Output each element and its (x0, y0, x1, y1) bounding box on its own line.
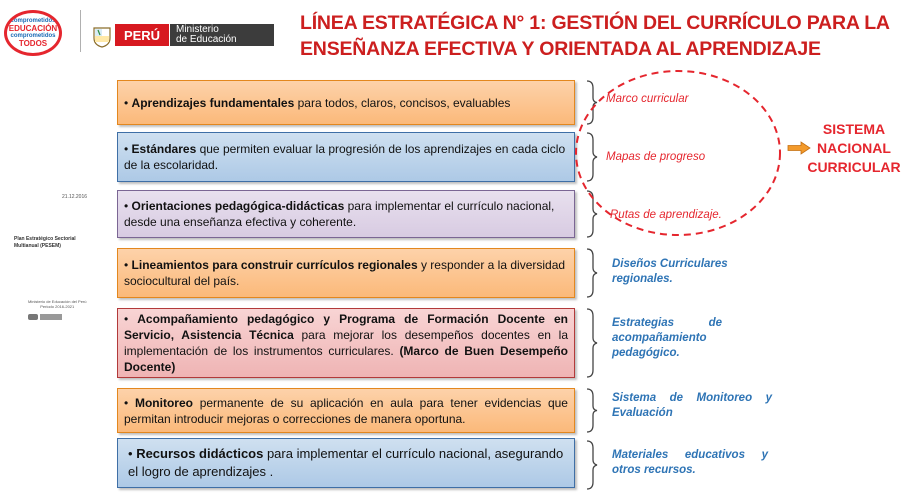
logo-divider (80, 10, 81, 52)
strategy-keyword: Aprendizajes fundamentales (131, 95, 295, 110)
ministerio-line-2: de Educación (176, 34, 237, 45)
strategy-keyword: Estándares (131, 142, 197, 156)
bullet: • (128, 446, 133, 461)
label-sistema-monitoreo: Sistema de Monitoreo y Evaluación (612, 392, 772, 419)
coat-of-arms-icon (92, 26, 112, 48)
pesem-document-thumbnail (4, 194, 109, 349)
document-title (14, 236, 76, 250)
strategy-keyword: Recursos didácticos (136, 446, 264, 461)
label-disenos-curriculares: Diseños Curriculares regionales. (612, 258, 728, 285)
peru-brand: PERÚ (115, 24, 169, 46)
label-rutas-aprendizaje: Rutas de aprendizaje. (610, 209, 722, 221)
strategy-description: para implementar el currículo nacional, asegurando el logro de aprendizajes . (128, 446, 564, 479)
document-logo-mark (28, 314, 38, 320)
strategy-keyword: Acompañamiento pedagógico y Programa de Formación Docente en Servicio, Asistencia Técnica (124, 312, 568, 342)
strategy-text (124, 198, 568, 230)
strategy-text (124, 257, 568, 289)
bullet: • (124, 95, 129, 110)
strategy-box-estandares (117, 132, 575, 182)
logo-text-2: EDUCACIÓN (8, 24, 58, 33)
label-marco-curricular: Marco curricular (606, 93, 689, 105)
document-footer-line-1: Ministerio de Educación del Perú (28, 299, 87, 304)
brace-icon (585, 440, 599, 490)
bullet: • (124, 199, 129, 213)
strategy-box-lineamientos (117, 248, 575, 298)
logo-text-4: TODOS (18, 39, 48, 48)
strategy-keyword-2: (Marco de Buen Desempeño Docente) (124, 344, 568, 374)
label-materiales-educativos: Materiales educativos y otros recursos. (612, 449, 768, 476)
strategy-box-acompanamiento (117, 308, 575, 378)
ministerio-brand (170, 24, 274, 46)
strategy-box-aprendizajes (117, 80, 575, 125)
document-date: 21.12.2016 (62, 194, 88, 200)
strategy-box-orientaciones (117, 190, 575, 238)
label-mapas-progreso: Mapas de progreso (606, 151, 706, 163)
label-estrategias-acompanamiento: Estrategias de acompañamiento pedagógico. (612, 317, 722, 359)
bullet: • (124, 258, 129, 272)
page-title: LÍNEA ESTRATÉGICA N° 1: GESTIÓN DEL CURRÍCULO PARA LA ENSEÑANZA EFECTIVA Y ORIENTADA AL APRENDIZAJE (300, 12, 890, 60)
strategy-description: para todos, claros, concisos, evaluables (294, 95, 511, 110)
ministerio-line-1: Ministerio (176, 24, 219, 35)
campaign-logo (4, 10, 62, 56)
document-title-line-1: Plan Estratégico Sectorial (14, 236, 76, 242)
logo-text-1: comprometidos (10, 18, 56, 24)
bullet: • (124, 312, 129, 326)
sistema-nacional-curricular: SISTEMA NACIONAL CURRICULAR (807, 121, 901, 175)
strategy-box-monitoreo (117, 388, 575, 433)
strategy-text (124, 311, 568, 375)
strategy-description: que permiten evaluar la progresión de los aprendizajes en cada ciclo de la escolaridad. (124, 142, 566, 172)
strategy-text (124, 95, 568, 111)
document-footer-line-2: Periodo 2016-2021 (40, 304, 75, 309)
strategy-keyword: Monitoreo (134, 395, 193, 410)
strategy-description: permanente de su aplicación en aula para tener evidencias que permitan introducir mejoras o correcciones de manera oportuna. (124, 395, 568, 426)
strategy-text (128, 445, 568, 481)
strategy-keyword: Lineamientos para construir currículos regionales (131, 258, 418, 272)
brace-icon (585, 248, 599, 298)
brace-icon (585, 308, 599, 378)
logo-text-3: comprometidos (10, 33, 56, 39)
document-title-line-2: Multianual (PESEM) (14, 243, 61, 249)
brace-icon (585, 388, 599, 433)
strategy-box-recursos (117, 438, 575, 488)
strategy-description: y responder a la diversidad sociocultural del país. (124, 258, 566, 288)
strategy-keyword: Orientaciones pedagógica-didácticas (131, 199, 345, 213)
strategy-text (124, 141, 568, 173)
document-logo-bar (40, 314, 62, 320)
strategy-description: para implementar el currículo nacional, desde una enseñanza efectiva y coherente. (124, 199, 555, 229)
strategy-description: para mejorar los desempeños docentes en la implementación de los instrumentos curriculares. (124, 328, 568, 358)
bullet: • (124, 142, 129, 156)
document-footer (28, 299, 86, 309)
strategy-text (124, 395, 568, 427)
bullet: • (124, 395, 129, 410)
